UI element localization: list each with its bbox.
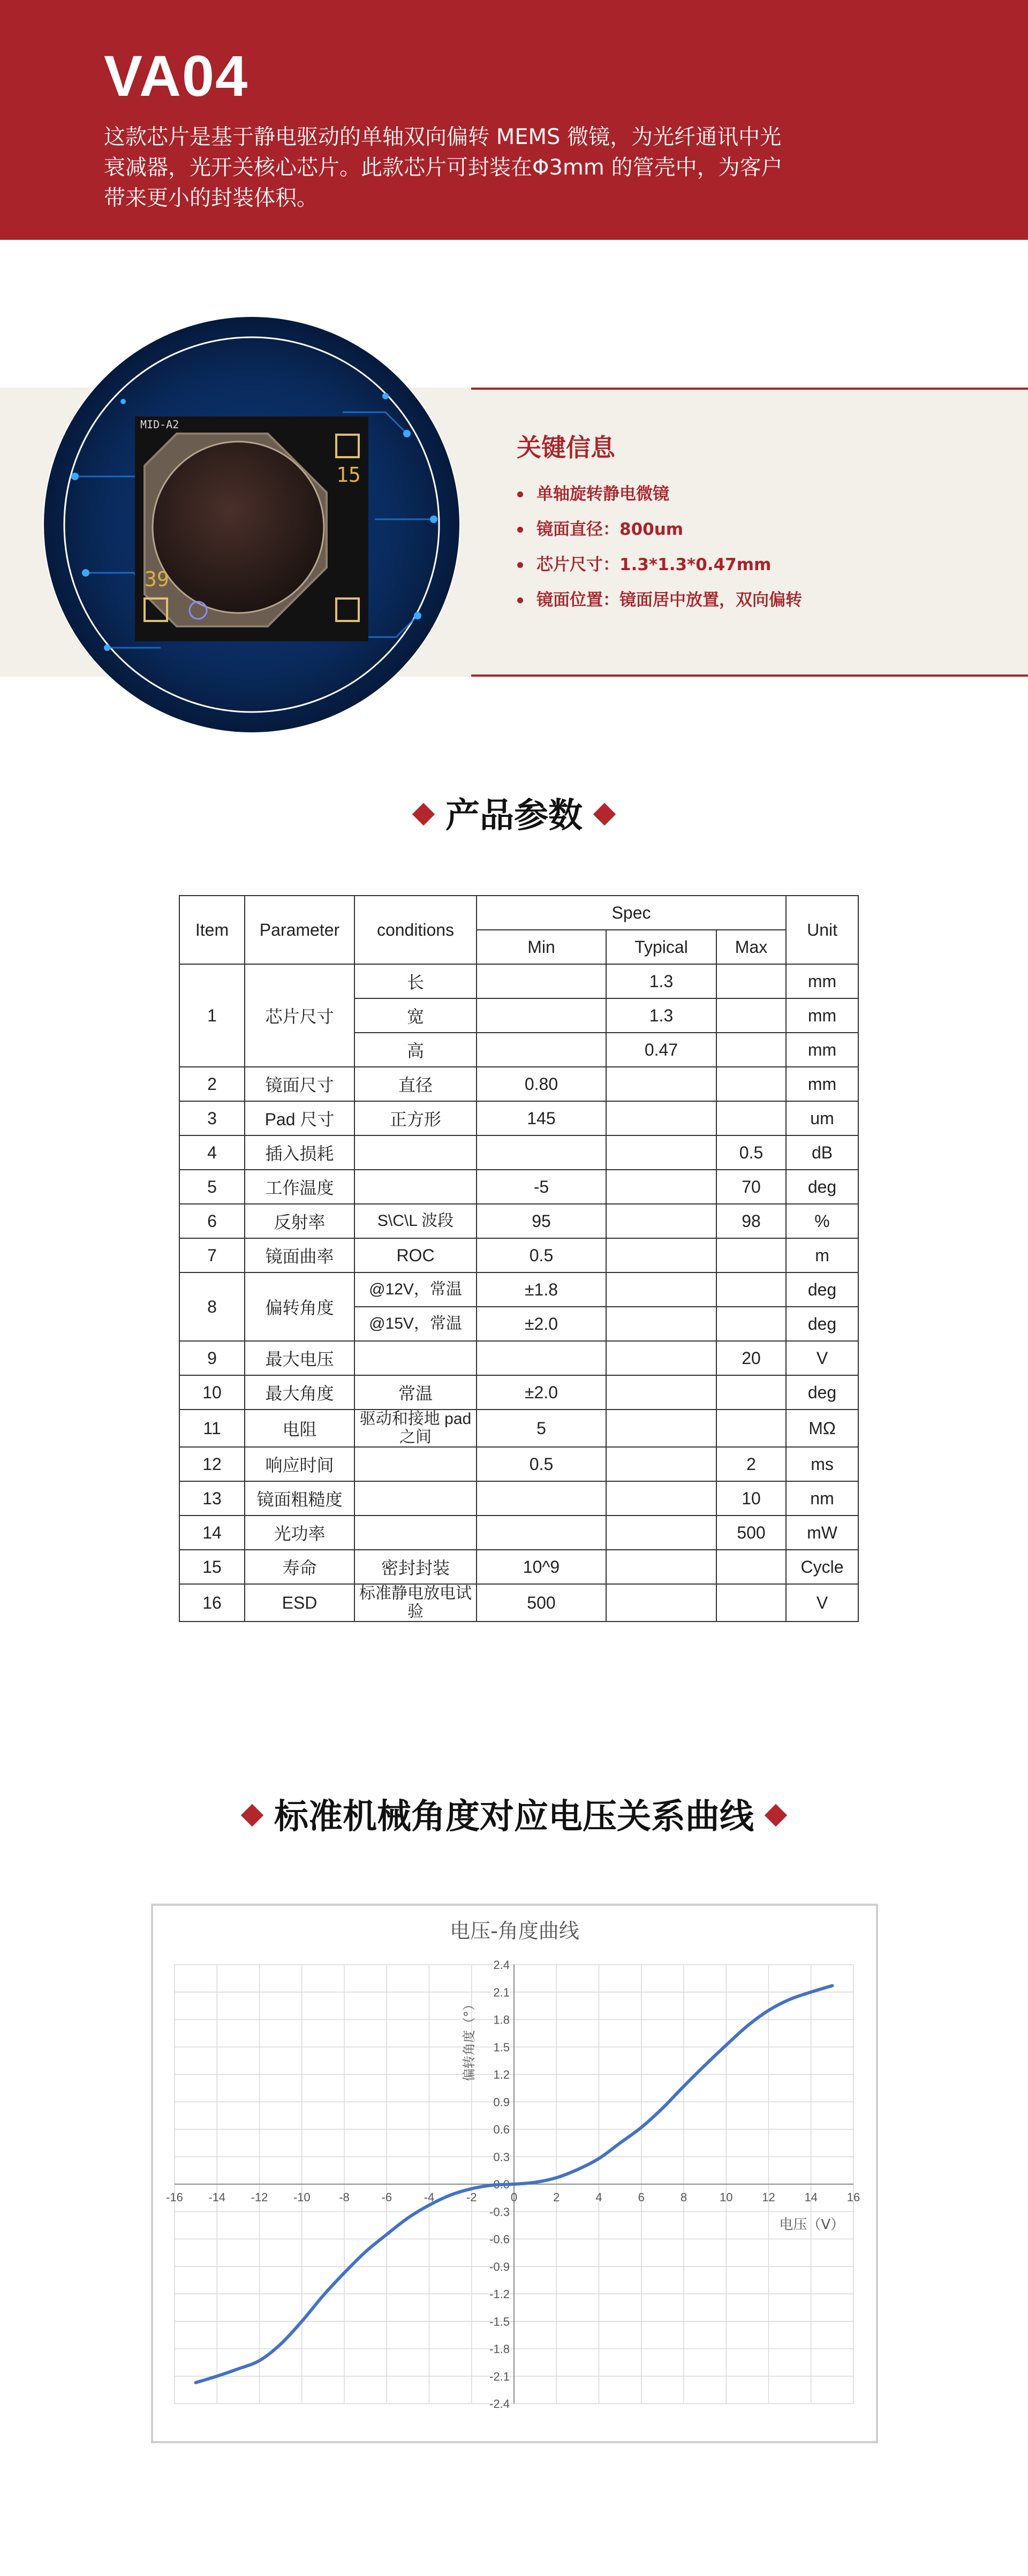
- x-tick-label: 0: [510, 2191, 518, 2204]
- cell-item: 5: [179, 1170, 245, 1204]
- chart-container: [151, 1904, 878, 2443]
- cell-parameter: 工作温度: [245, 1170, 354, 1204]
- cell-condition: 高: [354, 1033, 477, 1067]
- cell-unit: mm: [786, 1033, 858, 1067]
- x-tick-label: -12: [251, 2191, 268, 2204]
- chip-label: 15: [336, 463, 361, 487]
- chip-photo: [43, 316, 460, 733]
- cell-typical: [606, 1550, 716, 1584]
- cell-parameter: 芯片尺寸: [245, 964, 354, 1067]
- cell-condition: [354, 1516, 477, 1550]
- hero-banner: [0, 0, 1028, 240]
- cell-max: 20: [716, 1341, 786, 1375]
- cell-typical: 1.3: [606, 998, 716, 1033]
- y-tick-label: 1.5: [493, 2040, 510, 2054]
- params-section-title: [0, 796, 1028, 836]
- x-tick-label: 2: [553, 2191, 560, 2204]
- cell-min: ±1.8: [477, 1272, 606, 1307]
- table-row: [179, 1516, 858, 1550]
- cell-parameter: 最大电压: [245, 1341, 354, 1375]
- cell-item: 9: [179, 1341, 245, 1375]
- cell-unit: um: [786, 1101, 858, 1135]
- cell-unit: mm: [786, 1067, 858, 1101]
- cell-condition: @15V，常温: [354, 1307, 477, 1341]
- cell-typical: 1.3: [606, 964, 716, 998]
- cell-parameter: ESD: [245, 1584, 354, 1622]
- cell-min: 0.5: [477, 1238, 606, 1272]
- cell-min: -5: [477, 1170, 606, 1204]
- cell-condition: @12V，常温: [354, 1272, 477, 1307]
- cell-parameter: 电阻: [245, 1410, 354, 1447]
- cell-unit: V: [786, 1584, 858, 1622]
- key-info-item: 单轴旋转静电微镜: [517, 476, 802, 512]
- cell-condition: [354, 1135, 477, 1170]
- cell-parameter: 最大角度: [245, 1375, 354, 1410]
- table-row: [179, 1410, 858, 1447]
- cell-unit: mm: [786, 964, 858, 998]
- cell-unit: deg: [786, 1170, 858, 1204]
- description-line: 这款芯片是基于静电驱动的单轴双向偏转 MEMS 微镜，为光纤通讯中光: [104, 125, 782, 149]
- divider-line: [471, 675, 1028, 677]
- cell-item: 12: [179, 1447, 245, 1481]
- cell-max: [716, 1101, 786, 1135]
- cell-unit: ms: [786, 1447, 858, 1481]
- cell-max: 2: [716, 1447, 786, 1481]
- cell-item: 14: [179, 1516, 245, 1550]
- cell-item: 7: [179, 1238, 245, 1272]
- cell-item: 13: [179, 1481, 245, 1516]
- divider-line: [471, 388, 1028, 390]
- cell-item: 6: [179, 1204, 245, 1238]
- x-tick-label: 6: [638, 2191, 645, 2204]
- table-row: [179, 1170, 858, 1204]
- cell-unit: Cycle: [786, 1550, 858, 1584]
- diamond-icon: [412, 803, 435, 825]
- cell-parameter: 响应时间: [245, 1447, 354, 1481]
- y-tick-label: -2.1: [489, 2369, 510, 2383]
- y-tick-label: -1.8: [489, 2342, 510, 2356]
- cell-parameter: 镜面曲率: [245, 1238, 354, 1272]
- cell-unit: V: [786, 1341, 858, 1375]
- table-row: [179, 1067, 858, 1101]
- cell-max: [716, 1375, 786, 1410]
- params-table: [179, 895, 859, 1622]
- table-row: [179, 1584, 858, 1622]
- cell-condition: 直径: [354, 1067, 477, 1101]
- cell-min: 145: [477, 1101, 606, 1135]
- cell-min: [477, 1481, 606, 1516]
- cell-condition: [354, 1481, 477, 1516]
- cell-typical: [606, 1101, 716, 1135]
- cell-unit: MΩ: [786, 1410, 858, 1447]
- cell-min: [477, 1135, 606, 1170]
- cell-min: [477, 964, 606, 998]
- cell-item: 1: [179, 964, 245, 1067]
- cell-typical: [606, 1307, 716, 1341]
- y-tick-label: -1.2: [489, 2287, 510, 2301]
- x-tick-label: -8: [339, 2191, 350, 2204]
- cell-condition: S\C\L 波段: [354, 1204, 477, 1238]
- chart-title: 电压-角度曲线: [450, 1919, 579, 1943]
- table-row: [179, 1238, 858, 1272]
- cell-typical: [606, 1204, 716, 1238]
- table-row: [179, 1101, 858, 1135]
- section-title-text: 产品参数: [445, 796, 583, 836]
- cell-unit: mm: [786, 998, 858, 1033]
- cell-item: 10: [179, 1375, 245, 1410]
- table-row: [179, 1341, 858, 1375]
- header-typical: Typical: [606, 930, 716, 964]
- cell-min: 5: [477, 1410, 606, 1447]
- cell-typical: [606, 1238, 716, 1272]
- cell-typical: [606, 1516, 716, 1550]
- cell-min: [477, 1033, 606, 1067]
- cell-parameter: 镜面尺寸: [245, 1067, 354, 1101]
- cell-parameter: 光功率: [245, 1516, 354, 1550]
- y-tick-label: 0.3: [493, 2150, 510, 2164]
- table-row: [179, 1272, 858, 1307]
- key-info-item: 芯片尺寸：1.3*1.3*0.47mm: [517, 547, 802, 582]
- y-tick-label: -2.4: [489, 2397, 510, 2411]
- cell-item: 3: [179, 1101, 245, 1135]
- cell-typical: [606, 1584, 716, 1622]
- cell-condition: 驱动和接地 pad 之间: [354, 1410, 477, 1447]
- x-tick-label: -10: [293, 2191, 311, 2204]
- cell-unit: mW: [786, 1516, 858, 1550]
- cell-max: [716, 998, 786, 1033]
- x-tick-label: -6: [381, 2191, 392, 2204]
- table-row: [179, 1481, 858, 1516]
- key-info-list: [517, 476, 802, 618]
- x-tick-label: -16: [166, 2191, 183, 2204]
- cell-typical: [606, 1272, 716, 1307]
- y-tick-label: 1.2: [493, 2068, 510, 2081]
- cell-item: 15: [179, 1550, 245, 1584]
- cell-item: 4: [179, 1135, 245, 1170]
- cell-unit: %: [786, 1204, 858, 1238]
- y-tick-label: 0.0: [493, 2178, 510, 2191]
- cell-min: 95: [477, 1204, 606, 1238]
- cell-unit: deg: [786, 1307, 858, 1341]
- cell-condition: ROC: [354, 1238, 477, 1272]
- cell-min: 500: [477, 1584, 606, 1622]
- x-tick-label: 16: [846, 2191, 860, 2204]
- table-row: [179, 1375, 858, 1410]
- cell-min: 0.80: [477, 1067, 606, 1101]
- cell-typical: [606, 1135, 716, 1170]
- y-tick-label: -1.5: [489, 2315, 510, 2329]
- cell-unit: deg: [786, 1375, 858, 1410]
- cell-parameter: 反射率: [245, 1204, 354, 1238]
- cell-unit: deg: [786, 1272, 858, 1307]
- y-tick-label: 2.4: [493, 1958, 510, 1972]
- header-max: Max: [716, 930, 786, 964]
- diamond-icon: [593, 803, 616, 825]
- cell-unit: dB: [786, 1135, 858, 1170]
- cell-condition: 常温: [354, 1375, 477, 1410]
- cell-min: ±2.0: [477, 1375, 606, 1410]
- cell-min: [477, 1341, 606, 1375]
- header-conditions: conditions: [354, 896, 477, 964]
- y-tick-label: 0.6: [493, 2123, 510, 2136]
- cell-item: 8: [179, 1272, 245, 1341]
- table-row: [179, 1204, 858, 1238]
- cell-max: 500: [716, 1516, 786, 1550]
- cell-min: [477, 998, 606, 1033]
- cell-max: [716, 1584, 786, 1622]
- cell-typical: [606, 1067, 716, 1101]
- chip-label: MID-A2: [140, 418, 179, 431]
- cell-condition: [354, 1170, 477, 1204]
- y-tick-label: 0.9: [493, 2095, 510, 2109]
- cell-parameter: 寿命: [245, 1550, 354, 1584]
- key-info-title: 关键信息: [517, 433, 615, 462]
- y-tick-label: 2.1: [493, 1986, 510, 1999]
- cell-parameter: 插入损耗: [245, 1135, 354, 1170]
- x-tick-label: 8: [680, 2191, 687, 2204]
- cell-condition: 长: [354, 964, 477, 998]
- cell-parameter: Pad 尺寸: [245, 1101, 354, 1135]
- cell-max: [716, 1033, 786, 1067]
- header-item: Item: [179, 896, 245, 964]
- header-unit: Unit: [786, 896, 858, 964]
- description-line: 带来更小的封装体积。: [104, 186, 318, 210]
- table-row: [179, 1447, 858, 1481]
- cell-max: [716, 1272, 786, 1307]
- diamond-icon: [241, 1804, 263, 1827]
- cell-max: [716, 1550, 786, 1584]
- table-row: [179, 1135, 858, 1170]
- table-row: [179, 1550, 858, 1584]
- header-spec: Spec: [477, 896, 786, 930]
- cell-item: 16: [179, 1584, 245, 1622]
- cell-max: 10: [716, 1481, 786, 1516]
- curve-section-title: [0, 1797, 1028, 1837]
- y-tick-label: -0.3: [489, 2205, 510, 2219]
- cell-typical: [606, 1170, 716, 1204]
- cell-typical: [606, 1341, 716, 1375]
- x-tick-label: -4: [424, 2191, 435, 2204]
- cell-max: [716, 1238, 786, 1272]
- cell-parameter: 偏转角度: [245, 1272, 354, 1341]
- cell-condition: 宽: [354, 998, 477, 1033]
- cell-min: 10^9: [477, 1550, 606, 1584]
- product-description: [104, 122, 875, 214]
- cell-max: 98: [716, 1204, 786, 1238]
- cell-min: ±2.0: [477, 1307, 606, 1341]
- key-info-item: 镜面位置：镜面居中放置，双向偏转: [517, 582, 802, 618]
- key-info-item: 镜面直径：800um: [517, 512, 802, 547]
- cell-condition: 标准静电放电试验: [354, 1584, 477, 1622]
- y-tick-label: -0.9: [489, 2260, 510, 2274]
- diamond-icon: [765, 1804, 787, 1827]
- x-tick-label: 14: [804, 2191, 818, 2204]
- y-axis-label: 偏转角度（°）: [462, 1998, 477, 2081]
- cell-condition: 密封封装: [354, 1550, 477, 1584]
- cell-item: 2: [179, 1067, 245, 1101]
- x-axis-label: 电压（V）: [779, 2217, 845, 2233]
- cell-max: 70: [716, 1170, 786, 1204]
- cell-max: [716, 1410, 786, 1447]
- cell-item: 11: [179, 1410, 245, 1447]
- cell-typical: [606, 1410, 716, 1447]
- y-tick-label: 1.8: [493, 2013, 510, 2027]
- header-parameter: Parameter: [245, 896, 354, 964]
- cell-condition: [354, 1341, 477, 1375]
- x-tick-label: 12: [762, 2191, 775, 2204]
- cell-max: [716, 964, 786, 998]
- cell-condition: [354, 1447, 477, 1481]
- chip-label: 39: [145, 567, 169, 591]
- cell-typical: [606, 1447, 716, 1481]
- cell-typical: [606, 1481, 716, 1516]
- table-row: [179, 964, 858, 998]
- cell-max: 0.5: [716, 1135, 786, 1170]
- chip-illustration: [43, 316, 460, 733]
- x-tick-label: -14: [208, 2191, 226, 2204]
- cell-max: [716, 1307, 786, 1341]
- cell-unit: m: [786, 1238, 858, 1272]
- x-tick-label: 10: [720, 2191, 733, 2204]
- cell-parameter: 镜面粗糙度: [245, 1481, 354, 1516]
- cell-unit: nm: [786, 1481, 858, 1516]
- cell-min: [477, 1516, 606, 1550]
- x-tick-label: 4: [595, 2191, 602, 2204]
- x-tick-label: -2: [466, 2191, 477, 2204]
- header-min: Min: [477, 930, 606, 964]
- section-title-text: 标准机械角度对应电压关系曲线: [274, 1797, 754, 1837]
- description-line: 衰减器，光开关核心芯片。此款芯片可封装在Φ3mm 的管壳中，为客户: [104, 155, 783, 180]
- cell-typical: [606, 1375, 716, 1410]
- cell-typical: 0.47: [606, 1033, 716, 1067]
- product-title: VA04: [104, 43, 249, 108]
- y-tick-label: -0.6: [489, 2232, 510, 2246]
- voltage-angle-chart: [153, 1906, 876, 2441]
- cell-condition: 正方形: [354, 1101, 477, 1135]
- params-table-body: [179, 964, 858, 1622]
- cell-max: [716, 1067, 786, 1101]
- cell-min: 0.5: [477, 1447, 606, 1481]
